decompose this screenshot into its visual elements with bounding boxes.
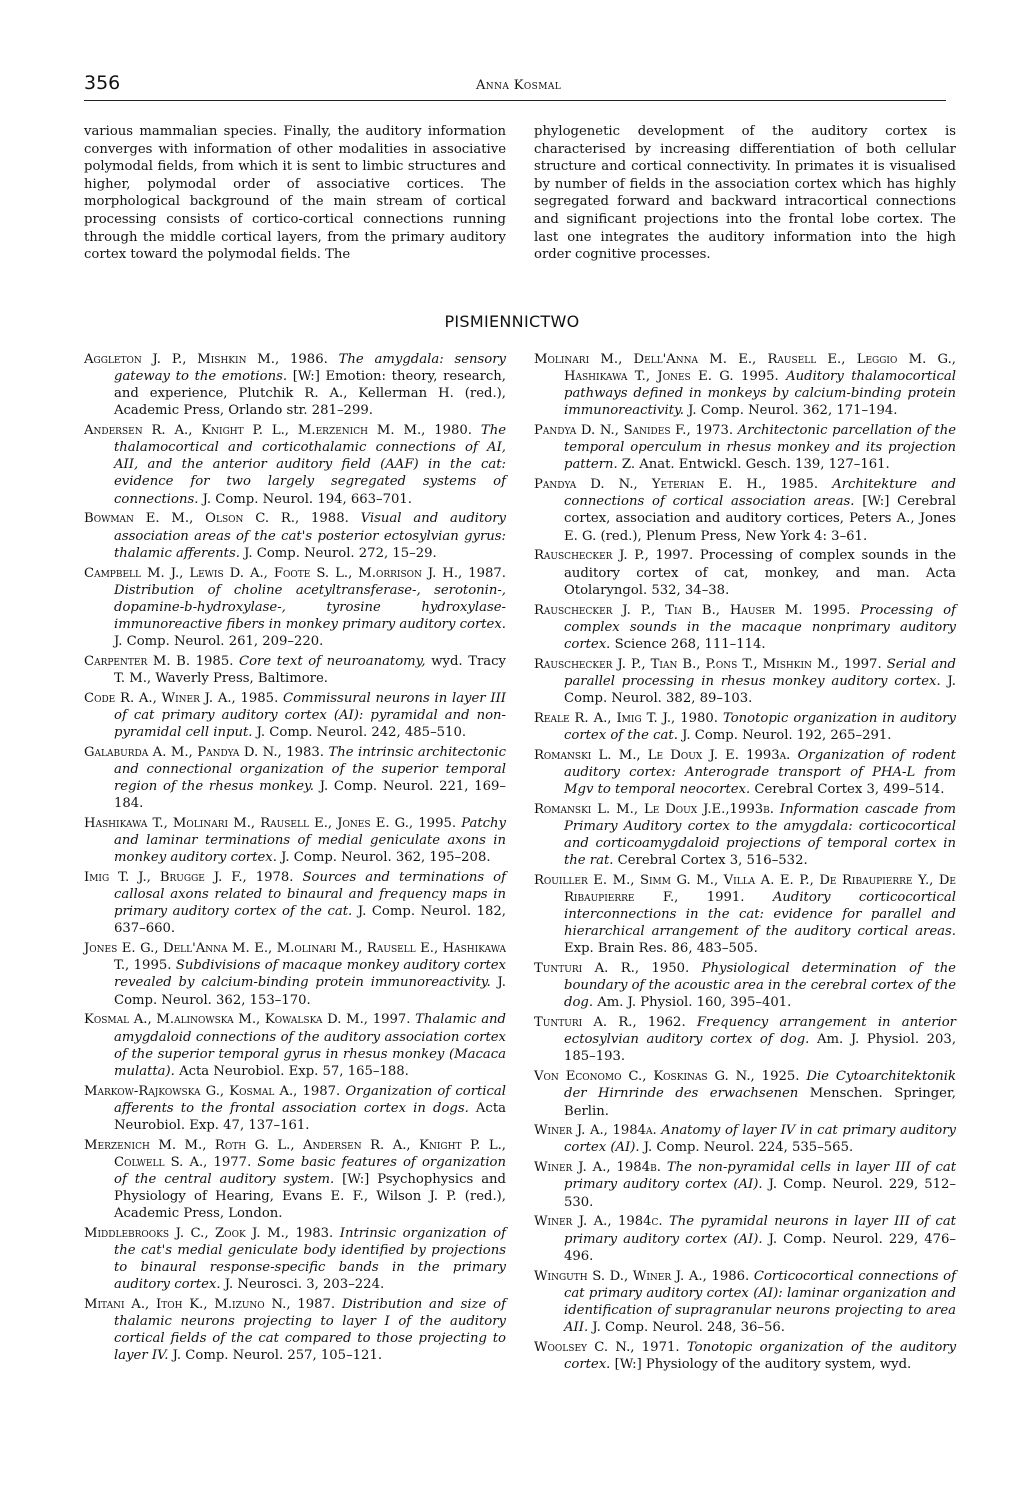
- reference-authors: Aggleton J. P., Mishkin M., 1986.: [84, 352, 328, 367]
- reference-authors: Middlebrooks J. C., Zook J. M., 1983.: [84, 1225, 334, 1241]
- reference-title: Frequency arrangement in anterior ectosylvian auditory cortex of dog.: [564, 1015, 956, 1048]
- reference-authors: Winer J. A., 1984a.: [534, 1123, 657, 1139]
- reference-entry: [534, 422, 956, 473]
- references-list-right: [534, 351, 956, 1376]
- reference-source: J. Comp. Neurol. 242, 485–510.: [256, 724, 467, 740]
- reference-entry: [534, 710, 956, 744]
- reference-authors: Hashikawa T., Molinari M., Rausell E., Jones E. G., 1995.: [84, 816, 457, 832]
- reference-entry: [534, 1339, 956, 1373]
- reference-source: wyd. Tracy T. M., Waverly Press, Baltimore.: [114, 653, 506, 686]
- reference-entry: [84, 940, 506, 1008]
- reference-title: Core text of neuroanatomy,: [239, 653, 426, 669]
- reference-authors: Tunturi A. R., 1950.: [534, 961, 690, 977]
- reference-title: Information cascade from Primary Auditory cortex to the amygdala: corticocortical and corticoamygdaloid projections of temporal cortex in the rat.: [564, 801, 956, 868]
- reference-title: The non-pyramidal cells in layer III of cat primary auditory cortex (AI).: [564, 1160, 956, 1193]
- reference-entry: [84, 869, 506, 937]
- reference-entry: [534, 1268, 956, 1336]
- reference-entry: [534, 1068, 956, 1119]
- reference-title: Distribution and size of thalamic neurons projecting to layer I of the auditory cortical fields of the cat compared to those projecting to layer IV.: [114, 1297, 506, 1364]
- reference-title: Tonotopic organization in auditory cortex of the cat.: [564, 710, 956, 743]
- reference-title: Commissural neurons in layer III of cat primary auditory cortex (AI): pyramidal and non-pyramidal cell input.: [114, 690, 506, 740]
- reference-title: Thalamic and amygdaloid connections of the auditory association cortex of the superior temporal gyrus in rhesus monkey (Macaca mulatta).: [114, 1012, 506, 1079]
- reference-authors: Rauschecker J. P., Tian B., P.ons T., Mishkin M., 1997.: [534, 656, 882, 672]
- reference-authors: Merzenich M. M., Roth G. L., Andersen R. A., Knight P. L., Colwell S. A., 1977.: [84, 1137, 506, 1170]
- reference-source: J. Comp. Neurol. 382, 89–103.: [564, 673, 956, 706]
- running-head: Anna Kosmal: [476, 78, 562, 93]
- reference-authors: Winguth S. D., Winer J. A., 1986.: [534, 1268, 750, 1284]
- reference-source: J. Neurosci. 3, 203–224.: [224, 1277, 385, 1293]
- reference-source: Menschen. Springer, Berlin.: [564, 1086, 956, 1119]
- reference-source: J. Comp. Neurol. 182, 637–660.: [114, 904, 506, 937]
- reference-authors: Jones E. G., Dell'Anna M. E., M.olinari M., Rausell E., Hashikawa T., 1995.: [84, 941, 506, 974]
- reference-source: Science 268, 111–114.: [614, 636, 766, 652]
- reference-entry: [534, 547, 956, 598]
- reference-title: Intrinsic organization of the cat's medial geniculate body identified by projections to binaural response-specific bands in the primary auditory cortex.: [114, 1225, 506, 1293]
- reference-entry: [84, 510, 506, 561]
- reference-entry: [534, 1014, 956, 1065]
- reference-source: Exp. Brain Res. 86, 483–505.: [564, 941, 758, 957]
- reference-entry: [534, 1213, 956, 1264]
- reference-authors: Andersen R. A., Knight P. L., M.erzenich M. M., 1980.: [84, 423, 472, 439]
- reference-entry: [84, 744, 506, 812]
- reference-source: Am. J. Physiol. 160, 395–401.: [597, 995, 792, 1011]
- reference-entry: [84, 1296, 506, 1364]
- reference-authors: Code R. A., Winer J. A., 1985.: [84, 690, 279, 706]
- reference-title: Some basic features of organization of the central auditory system.: [114, 1154, 506, 1187]
- reference-title: Organization of rodent auditory cortex: Anterograde transport of PHA-L from Mgv to temporal neocortex.: [564, 747, 956, 797]
- reference-title: The thalamocortical and corticothalamic connections of AI, AII, and the anterior auditory field (AAF) in the cat: evidence for two largely segregated systems of connections.: [114, 423, 507, 507]
- reference-source: J. Comp. Neurol. 362, 195–208.: [281, 850, 491, 866]
- page-number: 356: [84, 72, 121, 94]
- reference-source: J. Comp. Neurol. 229, 476–496.: [564, 1231, 956, 1264]
- reference-source: Cerebral Cortex 3, 499–514.: [754, 781, 945, 797]
- reference-source: J. Comp. Neurol. 257, 105–121.: [172, 1348, 383, 1364]
- reference-entry: [84, 565, 506, 650]
- reference-title: Auditory thalamocortical pathways defined in monkeys by calcium-binding protein immunoreactivity.: [564, 369, 956, 419]
- reference-entry: [84, 422, 506, 507]
- reference-title: Anatomy of layer IV in cat primary auditory cortex (AI).: [564, 1123, 956, 1156]
- reference-authors: Rauschecker J. P., Tian B., Hauser M. 1995.: [534, 602, 851, 618]
- reference-source: Acta Neurobiol. Exp. 57, 165–188.: [179, 1063, 409, 1079]
- reference-authors: Von Economo C., Koskinas G. N., 1925.: [534, 1069, 800, 1085]
- reference-title: The intrinsic architectonic and connectional organization of the superior temporal region of the rhesus monkey.: [114, 744, 506, 795]
- reference-authors: Carpenter M. B. 1985.: [84, 653, 234, 669]
- reference-title: Serial and parallel processing in rhesus monkey auditory cortex.: [564, 656, 956, 689]
- reference-authors: Tunturi A. R., 1962.: [534, 1015, 686, 1031]
- reference-source: Acta Neurobiol. Exp. 47, 137–161.: [114, 1100, 506, 1133]
- reference-source: J. Comp. Neurol. 248, 36–56.: [592, 1319, 785, 1335]
- reference-entry: [534, 656, 956, 707]
- reference-authors: Campbell M. J., Lewis D. A., Foote S. L., M.orrison J. H., 1987.: [84, 565, 506, 581]
- body-paragraph-left: various mammalian species. Finally, the auditory information converges with information of other modalities in associative polymodal fields, from which it is sent to limbic structures and higher, polymodal order of associative cortices. The morphological background of the main stream of cortical processing consists of cortico-cortical connections running through the middle cortical layers, from the primary auditory cortex toward the polymodal fields. The: [84, 124, 506, 263]
- reference-entry: [84, 815, 506, 866]
- reference-authors: Mitani A., Itoh K., M.izuno N., 1987.: [84, 1297, 336, 1313]
- reference-authors: Winer J. A., 1984c.: [534, 1214, 663, 1230]
- reference-source: J. Comp. Neurol. 362, 171–194.: [688, 403, 898, 419]
- reference-title: Patchy and laminar terminations of medial geniculate axons in monkey auditory cortex.: [114, 816, 506, 866]
- reference-title: Physiological determination of the boundary of the acoustic area in the cerebral cortex of the dog.: [564, 961, 956, 1011]
- reference-entry: [84, 690, 506, 741]
- reference-authors: Romanski L. M., Le Doux J.E.,1993b.: [534, 801, 774, 817]
- reference-title: Architekture and connections of cortical association areas.: [564, 477, 956, 510]
- reference-source: J. Comp. Neurol. 229, 512–530.: [564, 1177, 956, 1210]
- reference-title: Tonotopic organization of the auditory cortex.: [564, 1339, 957, 1372]
- reference-entry: [84, 351, 506, 419]
- reference-source: [W:] Psychophysics and Physiology of Hearing, Evans E. F., Wilson J. P. (red.), Academic Press, London.: [114, 1171, 506, 1222]
- reference-source: J. Comp. Neurol. 221, 169–184.: [114, 779, 506, 812]
- reference-source: J. Comp. Neurol. 192, 265–291.: [682, 727, 892, 743]
- reference-authors: Winer J. A., 1984b.: [534, 1160, 661, 1176]
- reference-entry: [84, 1225, 506, 1293]
- reference-source: [W:] Cerebral cortex, association and auditory cortices, Peters A., Jones E. G. (red.), Plenum Press, New York 4: 3–61.: [564, 494, 956, 544]
- reference-source: J. Comp. Neurol. 362, 153–170.: [114, 975, 506, 1008]
- reference-title: Sources and terminations of callosal axons related to binaural and frequency maps in primary auditory cortex of the cat.: [114, 870, 506, 920]
- reference-title: Organization of cortical afferents to the frontal association cortex in dogs.: [114, 1083, 506, 1116]
- reference-authors: Kosmal A., M.alinowska M., Kowalska D. M., 1997.: [84, 1012, 411, 1028]
- reference-title: The amygdala: sensory gateway to the emotions.: [114, 352, 506, 385]
- body-paragraph-right: phylogenetic development of the auditory cortex is characterised by increasing differentiation of both cellular structure and cortical connectivity. In primates it is visualised by number of fields in the association cortex which has highly segregated forward and backward intracortical connections and significant projections into the frontal lobe cortex. The last one integrates the auditory information into the high order cognitive processes.: [534, 124, 956, 263]
- reference-source: J. Comp. Neurol. 224, 535–565.: [643, 1140, 854, 1156]
- reference-title: Processing of complex sounds in the macaque nonprimary auditory cortex.: [564, 602, 956, 652]
- reference-authors: Molinari M., Dell'Anna M. E., Rausell E., Leggio M. G., Hashikawa T., Jones E. G. 1995.: [534, 352, 956, 385]
- reference-authors: Imig T. J., Brugge J. F., 1978.: [84, 870, 294, 886]
- reference-entry: [534, 872, 956, 957]
- reference-authors: Reale R. A., Imig T. J., 1980.: [534, 710, 718, 726]
- reference-source: J. Comp. Neurol. 194, 663–701.: [202, 491, 412, 507]
- reference-entry: [534, 801, 956, 869]
- reference-title: Corticocortical connections of cat primary auditory cortex (AI): laminar organization and identification of supragranular neurons projecting to area AII.: [564, 1268, 956, 1335]
- reference-title: The pyramidal neurons in layer III of cat primary auditory cortex (AI).: [564, 1214, 956, 1247]
- reference-authors: Rauschecker J. P., 1997.: [534, 548, 694, 564]
- reference-source: J. Comp. Neurol. 261, 209–220.: [114, 633, 324, 649]
- reference-authors: Markow-Rajkowska G., Kosmal A., 1987.: [84, 1083, 341, 1099]
- reference-source: Z. Anat. Entwickl. Gesch. 139, 127–161.: [621, 457, 890, 473]
- reference-entry: [534, 747, 956, 798]
- reference-entry: [84, 653, 506, 687]
- reference-source: Am. J. Physiol. 203, 185–193.: [564, 1032, 957, 1065]
- reference-source: [W:] Physiology of the auditory system, wyd.: [614, 1356, 912, 1372]
- reference-entry: [84, 1011, 506, 1079]
- reference-entry: [84, 1083, 506, 1134]
- reference-source: Cerebral Cortex 3, 516–532.: [617, 853, 808, 868]
- reference-title: Distribution of choline acetyltransferase-, serotonin-, dopamine-b-hydroxylase-, tyrosine hydroxylase-immunoreactive fibers in monkey primary auditory cortex.: [114, 582, 506, 632]
- reference-entry: [534, 1159, 956, 1210]
- reference-entry: [534, 1122, 956, 1156]
- page-header: [84, 72, 946, 101]
- reference-authors: Rouiller E. M., Simm G. M., Villa A. E. P., De Ribaupierre Y., De Ribaupierre F., 1991.: [534, 872, 956, 905]
- reference-entry: [534, 476, 956, 544]
- references-list-left: [84, 351, 506, 1367]
- reference-title: Auditory corticocortical interconnections in the cat: evidence for parallel and hierarchical arrangement of the auditory cortical areas.: [564, 889, 956, 940]
- reference-title: Visual and auditory association areas of the cat's posterior ectosylvian gyrus: thalamic afferents.: [114, 511, 506, 561]
- reference-authors: Woolsey C. N., 1971.: [534, 1339, 680, 1355]
- reference-entry: [534, 351, 956, 419]
- reference-title: Architectonic parcellation of the temporal operculum in rhesus monkey and its projection pattern.: [564, 423, 956, 473]
- reference-entry: [84, 1137, 506, 1222]
- reference-title: Die Cytoarchitektonik der Hirnrinde des erwachsenen: [564, 1069, 956, 1102]
- reference-entry: [534, 960, 956, 1011]
- reference-authors: Pandya D. N., Sanides F., 1973.: [534, 423, 734, 439]
- reference-authors: Galaburda A. M., Pandya D. N., 1983.: [84, 744, 324, 760]
- reference-authors: Romanski L. M., Le Doux J. E. 1993a.: [534, 747, 791, 763]
- references-heading: PISMIENNICTWO: [444, 312, 580, 331]
- reference-source: Processing of complex sounds in the auditory cortex of cat, monkey, and man. Acta Otolaryngol. 532, 34–38.: [564, 548, 956, 598]
- reference-title: Subdivisions of macaque monkey auditory cortex revealed by calcium-binding protein immunoreactivity.: [114, 958, 506, 991]
- reference-source: [W:] Emotion: theory, research, and experience, Plutchik R. A., Kellerman H. (red.), Academic Press, Orlando str. 281–299.: [114, 369, 506, 419]
- reference-source: J. Comp. Neurol. 272, 15–29.: [244, 545, 437, 561]
- reference-entry: [534, 602, 956, 653]
- reference-authors: Bowman E. M., Olson C. R., 1988.: [84, 511, 349, 527]
- reference-authors: Pandya D. N., Yeterian E. H., 1985.: [534, 477, 819, 493]
